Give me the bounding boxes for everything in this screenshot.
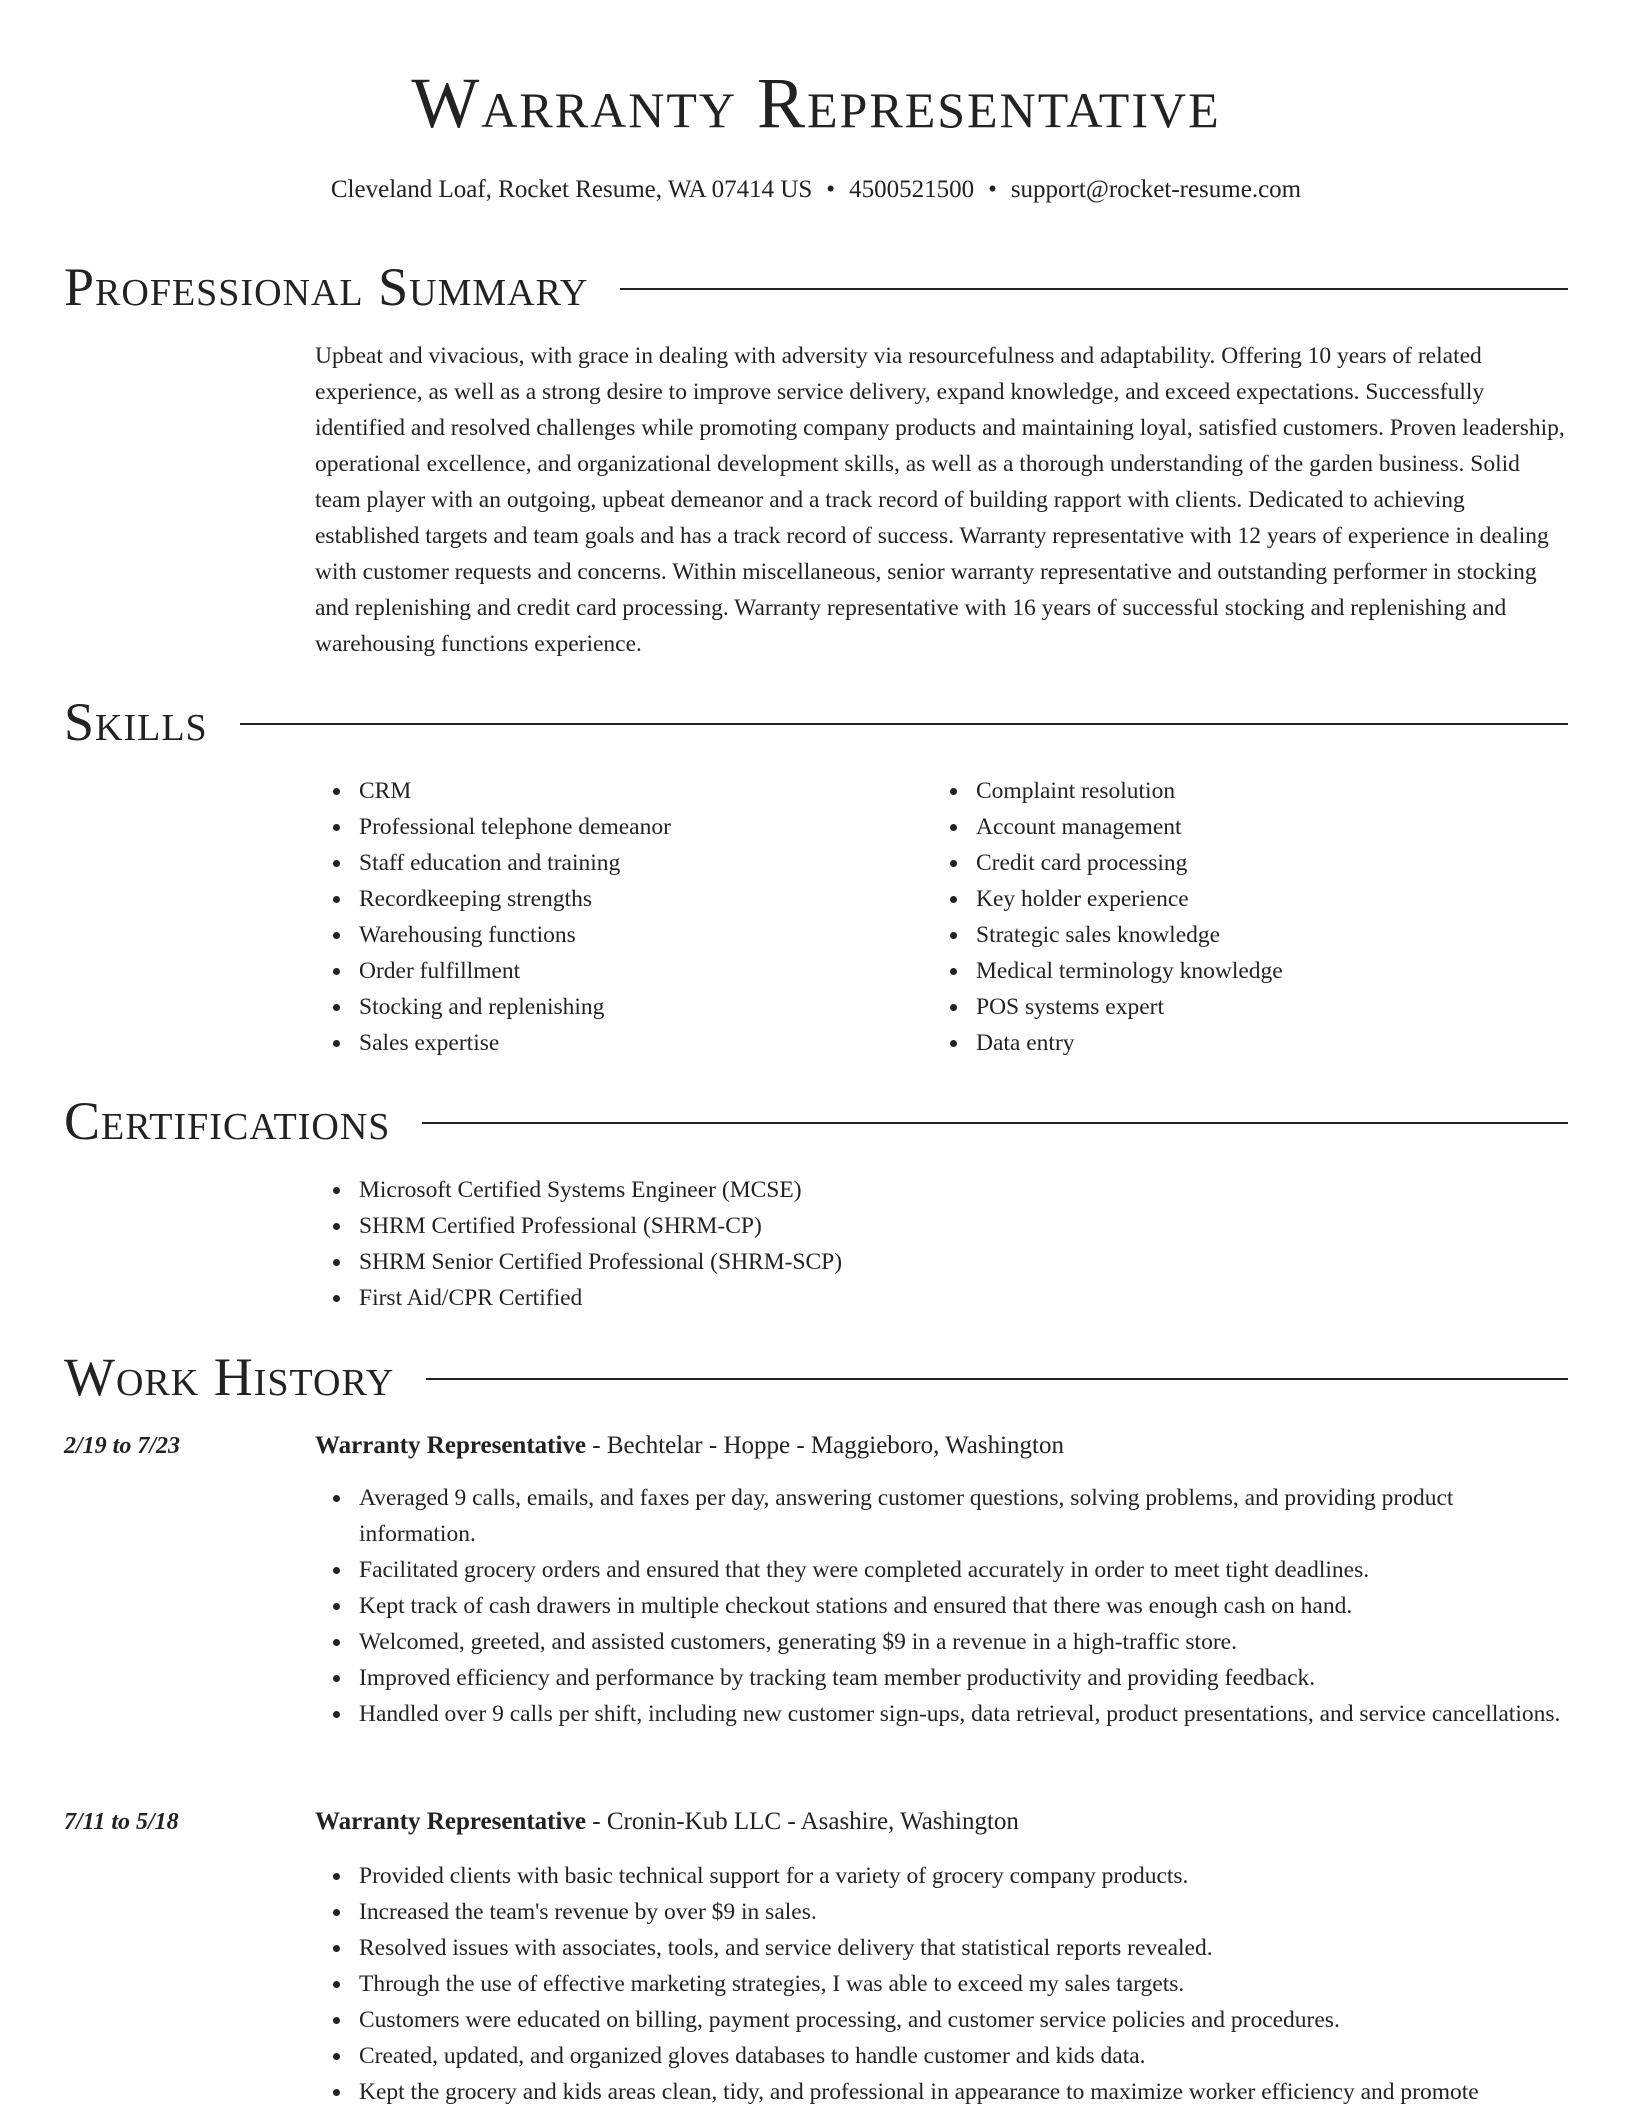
job-employer: - Bechtelar - Hoppe - Maggieboro, Washington [586, 1432, 1064, 1459]
skill-item: Strategic sales knowledge [932, 917, 1549, 953]
certification-item: SHRM Senior Certified Professional (SHRM-SCP) [315, 1244, 1569, 1280]
certification-item: First Aid/CPR Certified [315, 1280, 1569, 1316]
skill-item: Stocking and replenishing [315, 989, 932, 1025]
contact-separator: • [826, 176, 836, 203]
section-header-work-history [64, 1344, 1568, 1410]
section-divider [620, 288, 1568, 290]
job-bullets [315, 1858, 1569, 2110]
job-bullet: Resolved issues with associates, tools, and service delivery that statistical reports revealed. [315, 1930, 1569, 1966]
section-divider [240, 723, 1568, 725]
job-bullets [315, 1480, 1569, 1732]
skill-item: Account management [932, 809, 1549, 845]
certification-item: Microsoft Certified Systems Engineer (MCSE) [315, 1172, 1569, 1208]
skill-item: POS systems expert [932, 989, 1549, 1025]
skill-item: Staff education and training [315, 845, 932, 881]
job-bullet: Created, updated, and organized gloves databases to handle customer and kids data. [315, 2038, 1569, 2074]
skills-list-left [315, 773, 932, 1061]
contact-email: support@rocket-resume.com [1010, 176, 1302, 203]
job-bullet: Averaged 9 calls, emails, and faxes per day, answering customer questions, solving problems, and providing product information. [315, 1480, 1569, 1552]
skill-item: Order fulfillment [315, 953, 932, 989]
skill-item: Credit card processing [932, 845, 1549, 881]
job-bullet: Through the use of effective marketing strategies, I was able to exceed my sales targets. [315, 1966, 1569, 2002]
section-divider [426, 1378, 1568, 1380]
certifications-list [315, 1172, 1569, 1316]
section-header-summary [64, 254, 1568, 320]
section-header-skills [64, 689, 1568, 755]
contact-separator: • [988, 176, 997, 203]
skill-item: Key holder experience [932, 881, 1549, 917]
contact-address: Cleveland Loaf, Rocket Resume, WA 07414 US [330, 176, 813, 203]
job-bullet: Increased the team's revenue by over $9 in sales. [315, 1894, 1569, 1930]
job-title: Warranty Representative [315, 1808, 587, 1835]
summary-text: Upbeat and vivacious, with grace in dealing with adversity via resourcefulness and adaptability. Offering 10 years of related experience, as well as a strong desire to improve service delivery, expand knowledge, and exceed expectations. Successfully identified and resolved challenges while promoting company products and maintaining loyal, satisfied customers. Proven leadership, operational excellence, and organizational development skills, as well as a thorough understanding of the garden business. Solid team player with an outgoing, upbeat demeanor and a track record of building rapport with clients. Dedicated to achieving established targets and team goals and has a track record of success. Warranty representative with 12 years of experience in dealing with customer requests and concerns. Within miscellaneous, senior warranty representative and outstanding performer in stocking and replenishing and credit card processing. Warranty representative with 16 years of successful stocking and replenishing and warehousing functions experience. [315, 343, 1565, 657]
skill-item: Complaint resolution [932, 773, 1549, 809]
section-title-work-history: Work History [64, 1347, 395, 1407]
contact-phone: 4500521500 [849, 176, 975, 203]
section-header-certifications [64, 1088, 1568, 1154]
skill-item: CRM [315, 773, 932, 809]
job-employer: - Cronin-Kub LLC - Asashire, Washington [586, 1808, 1019, 1835]
skill-item: Professional telephone demeanor [315, 809, 932, 845]
job-bullet: Provided clients with basic technical support for a variety of grocery company products. [315, 1858, 1569, 1894]
certification-item: SHRM Certified Professional (SHRM-CP) [315, 1208, 1569, 1244]
job-bullet: Welcomed, greeted, and assisted customers, generating $9 in a revenue in a high-traffic store. [315, 1624, 1569, 1660]
skills-list-right [932, 773, 1549, 1061]
job-bullet: Handled over 9 calls per shift, including new customer sign-ups, data retrieval, product presentations, and service cancellations. [315, 1696, 1569, 1732]
job-title: Warranty Representative [315, 1432, 587, 1459]
job-heading [315, 1804, 1569, 1840]
section-title-summary: Professional Summary [64, 257, 589, 317]
job-heading [315, 1428, 1569, 1464]
job-bullet: Improved efficiency and performance by tracking team member productivity and providing feedback. [315, 1660, 1569, 1696]
skill-item: Warehousing functions [315, 917, 932, 953]
skill-item: Data entry [932, 1025, 1549, 1061]
job-dates: 7/11 to 5/18 [64, 1809, 179, 1835]
resume-title: Warranty Representative [411, 63, 1221, 143]
section-title-certifications: Certifications [64, 1091, 391, 1151]
contact-line [64, 172, 1568, 208]
skill-item: Medical terminology knowledge [932, 953, 1549, 989]
job-bullet: Kept track of cash drawers in multiple checkout stations and ensured that there was enough cash on hand. [315, 1588, 1569, 1624]
job-bullet: Facilitated grocery orders and ensured that they were completed accurately in order to meet tight deadlines. [315, 1552, 1569, 1588]
skills-columns [315, 773, 1569, 1061]
section-divider [422, 1122, 1568, 1124]
job-bullet: Customers were educated on billing, payment processing, and customer service policies and procedures. [315, 2002, 1569, 2038]
skill-item: Recordkeeping strengths [315, 881, 932, 917]
section-title-skills: Skills [64, 692, 208, 752]
job-dates: 2/19 to 7/23 [64, 1433, 181, 1459]
skill-item: Sales expertise [315, 1025, 932, 1061]
job-bullet: Kept the grocery and kids areas clean, tidy, and professional in appearance to maximize worker efficiency and promote [315, 2074, 1569, 2110]
